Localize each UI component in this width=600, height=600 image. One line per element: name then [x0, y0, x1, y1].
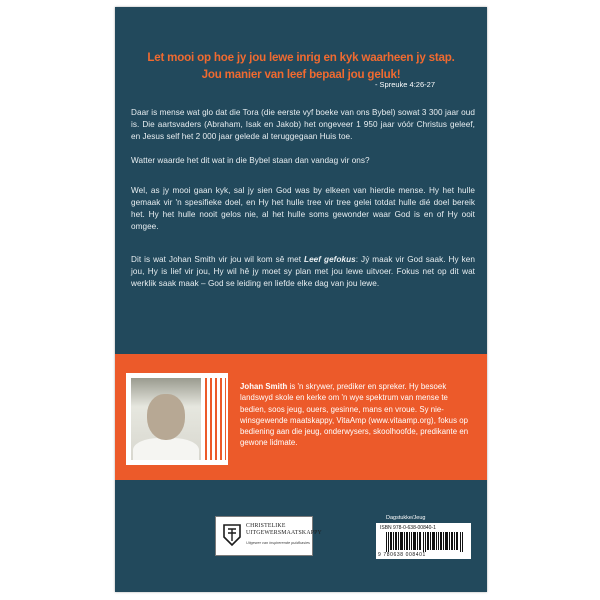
epigraph-quote — [115, 49, 487, 83]
isbn-text: ISBN 978-0-638-00840-1 — [380, 525, 436, 531]
paragraph-4-intro: Dit is wat Johan Smith vir jou wil kom sê met — [131, 255, 305, 264]
paragraph-2: Watter waarde het dit wat in die Bybel staan dan vandag vir ons? — [131, 156, 370, 165]
quote-reference: - Spreuke 4:26-27 — [374, 80, 435, 89]
quote-line-1: Let mooi op hoe jy jou lewe inrig en kyk waarheen jy stap. — [147, 51, 455, 64]
paragraph-1: Daar is mense wat glo dat die Tora (die eerste vyf boeke van ons Bybel) sowat 3 300 jaar oud is. Die aartsvaders (Abraham, Isak en Jakob) het ongeveer 1 950 jaar vóór Christus geleef, en Jesus self het 2 000 jaar gelede al teruggegaan Huis toe. — [131, 108, 475, 141]
paragraph-4 — [131, 254, 475, 290]
author-bio — [240, 381, 473, 449]
barcode-digits: 9 780638 008401 — [378, 552, 426, 558]
author-photo-frame — [126, 373, 228, 465]
author-photo — [131, 378, 201, 460]
publisher-name — [246, 523, 322, 537]
author-name: Johan Smith — [240, 382, 288, 391]
publisher-tagline: Uitgewer van inspirerende publikasies — [246, 541, 310, 545]
quote-line-2: Jou manier van leef bepaal jou geluk! — [201, 68, 401, 81]
book-back-cover — [115, 7, 487, 592]
decorative-stripes — [205, 378, 226, 460]
publisher-name-line-1: CHRISTELIKE — [246, 523, 286, 529]
author-bio-text: is 'n skrywer, prediker en spreker. Hy besoek landswyd skole en kerke om 'n wye spektrum van mense te bedien, soos jeug, ouers, gesinne, mans en vroue. Sy nie-winsgewende maatskappy, VitaAmp (www.vitaamp.org), fokus op bediening aan die jeug, onderwysers, skoolhoofde, predikante en gewone lidmate. — [240, 382, 469, 448]
book-title-inline: Leef gefokus — [304, 255, 356, 264]
paragraph-3: Wel, as jy mooi gaan kyk, sal jy sien God was by elkeen van hierdie mense. Hy het hulle gemaak vir 'n spesifieke doel, en Hy het hulle tree vir tree gelei totdat hulle dié doel bereik het. Hy het hulle nooit gelos nie, al het hulle soms gewonder waar God is en of Hy ooit omgee. — [131, 186, 475, 231]
paragraph-4-rest: : Jý maak vir God saak. Hy ken jou, Hy is lief vir jou, Hy wil hê jy moet sy plan met jou lewe uitvoer. Fokus net op dit wat werklik saak maak – God se leiding en liefde elke dag van jou lewe. — [131, 255, 475, 288]
publisher-name-line-2: UITGEWERSMAATSKAPPY — [246, 530, 322, 536]
barcode-icon — [386, 532, 466, 552]
publisher-emblem-icon — [222, 523, 242, 547]
barcode-box — [376, 523, 471, 559]
genre-label: Dagstukke/Jeug — [386, 515, 426, 521]
author-band — [115, 354, 487, 480]
publisher-logo-box — [215, 516, 322, 556]
